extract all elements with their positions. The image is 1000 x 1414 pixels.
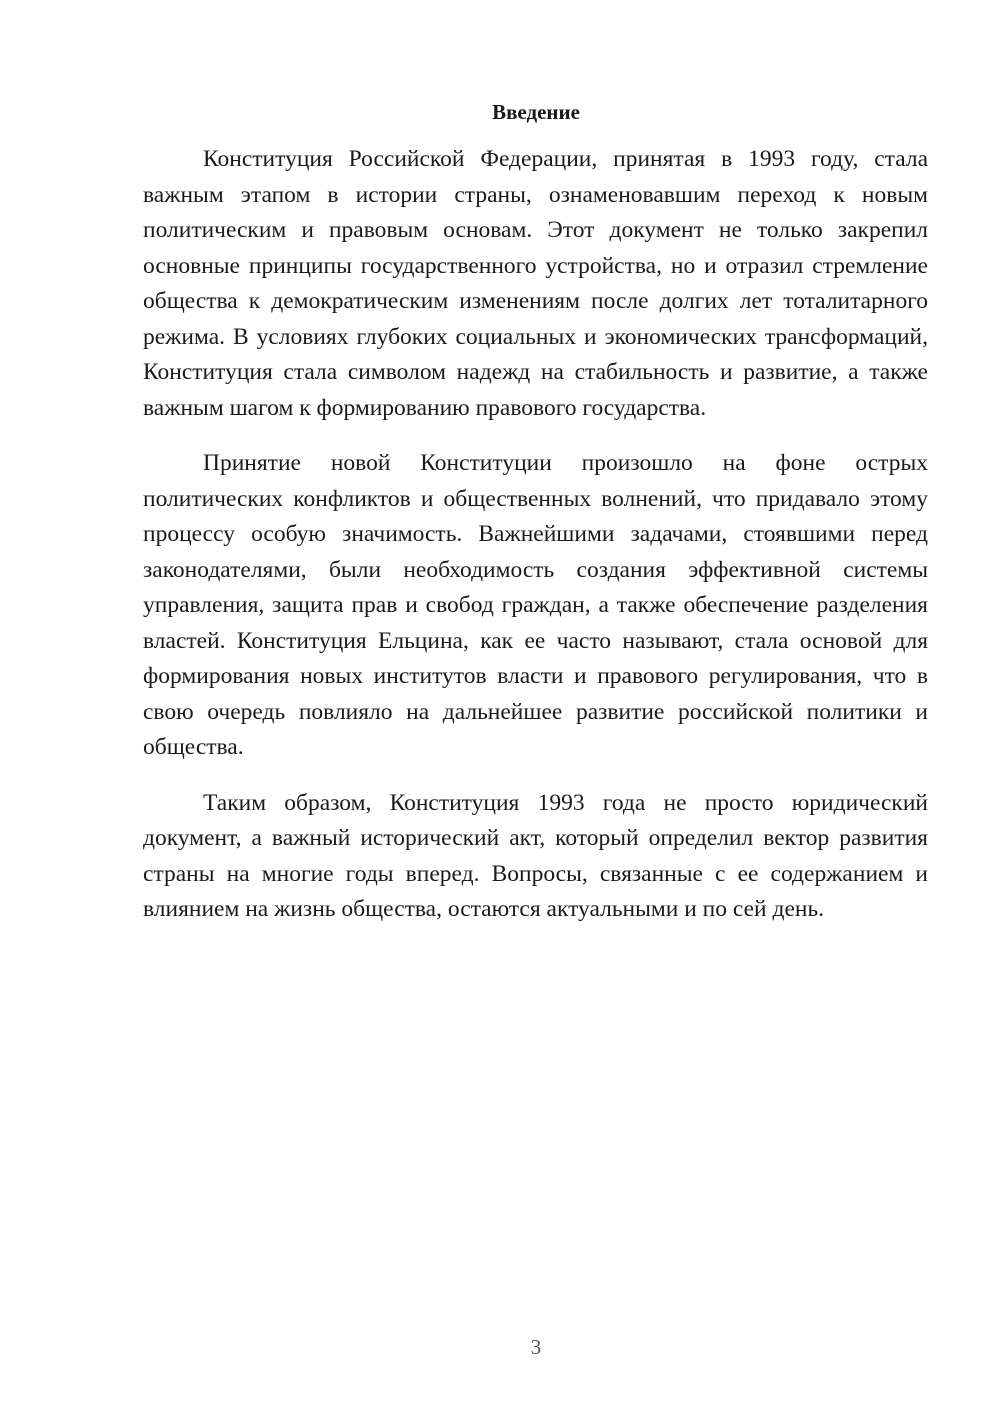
paragraph-3: Таким образом, Конституция 1993 года не просто юридический документ, а важный исторический акт, который определил вектор развития страны на многие годы вперед. Вопросы, связанные с ее содержанием и влиянием на жизнь общества, остаются актуальными и по сей день. [143,789,928,922]
section-title: Введение [492,100,580,124]
paragraph-1: Конституция Российской Федерации, принятая в 1993 году, стала важным этапом в истории страны, ознаменовавшим переход к новым политическим и правовым основам. Этот документ не только закрепил основные принципы государственного устройства, но и отразил стремление общества к демократическим изменениям после долгих лет тоталитарного режима. В условиях глубоких социальных и экономических трансформаций, Конституция стала символом надежд на стабильность и развитие, а также важным шагом к формированию правового государства. [143,146,928,421]
paragraph-2: Принятие новой Конституции произошло на фоне острых политических конфликтов и общественных волнений, что придавало этому процессу особую значимость. Важнейшими задачами, стоявшими перед законодателями, были необходимость создания эффективной системы управления, защита прав и свобод граждан, а также обеспечение разделения властей. Конституция Ельцина, как ее часто называют, стала основой для формирования новых институтов власти и правового регулирования, что в свою очередь повлияло на дальнейшее развитие российской политики и общества. [143,450,928,760]
page-number: 3 [530,1335,542,1359]
body-text [143,142,928,948]
